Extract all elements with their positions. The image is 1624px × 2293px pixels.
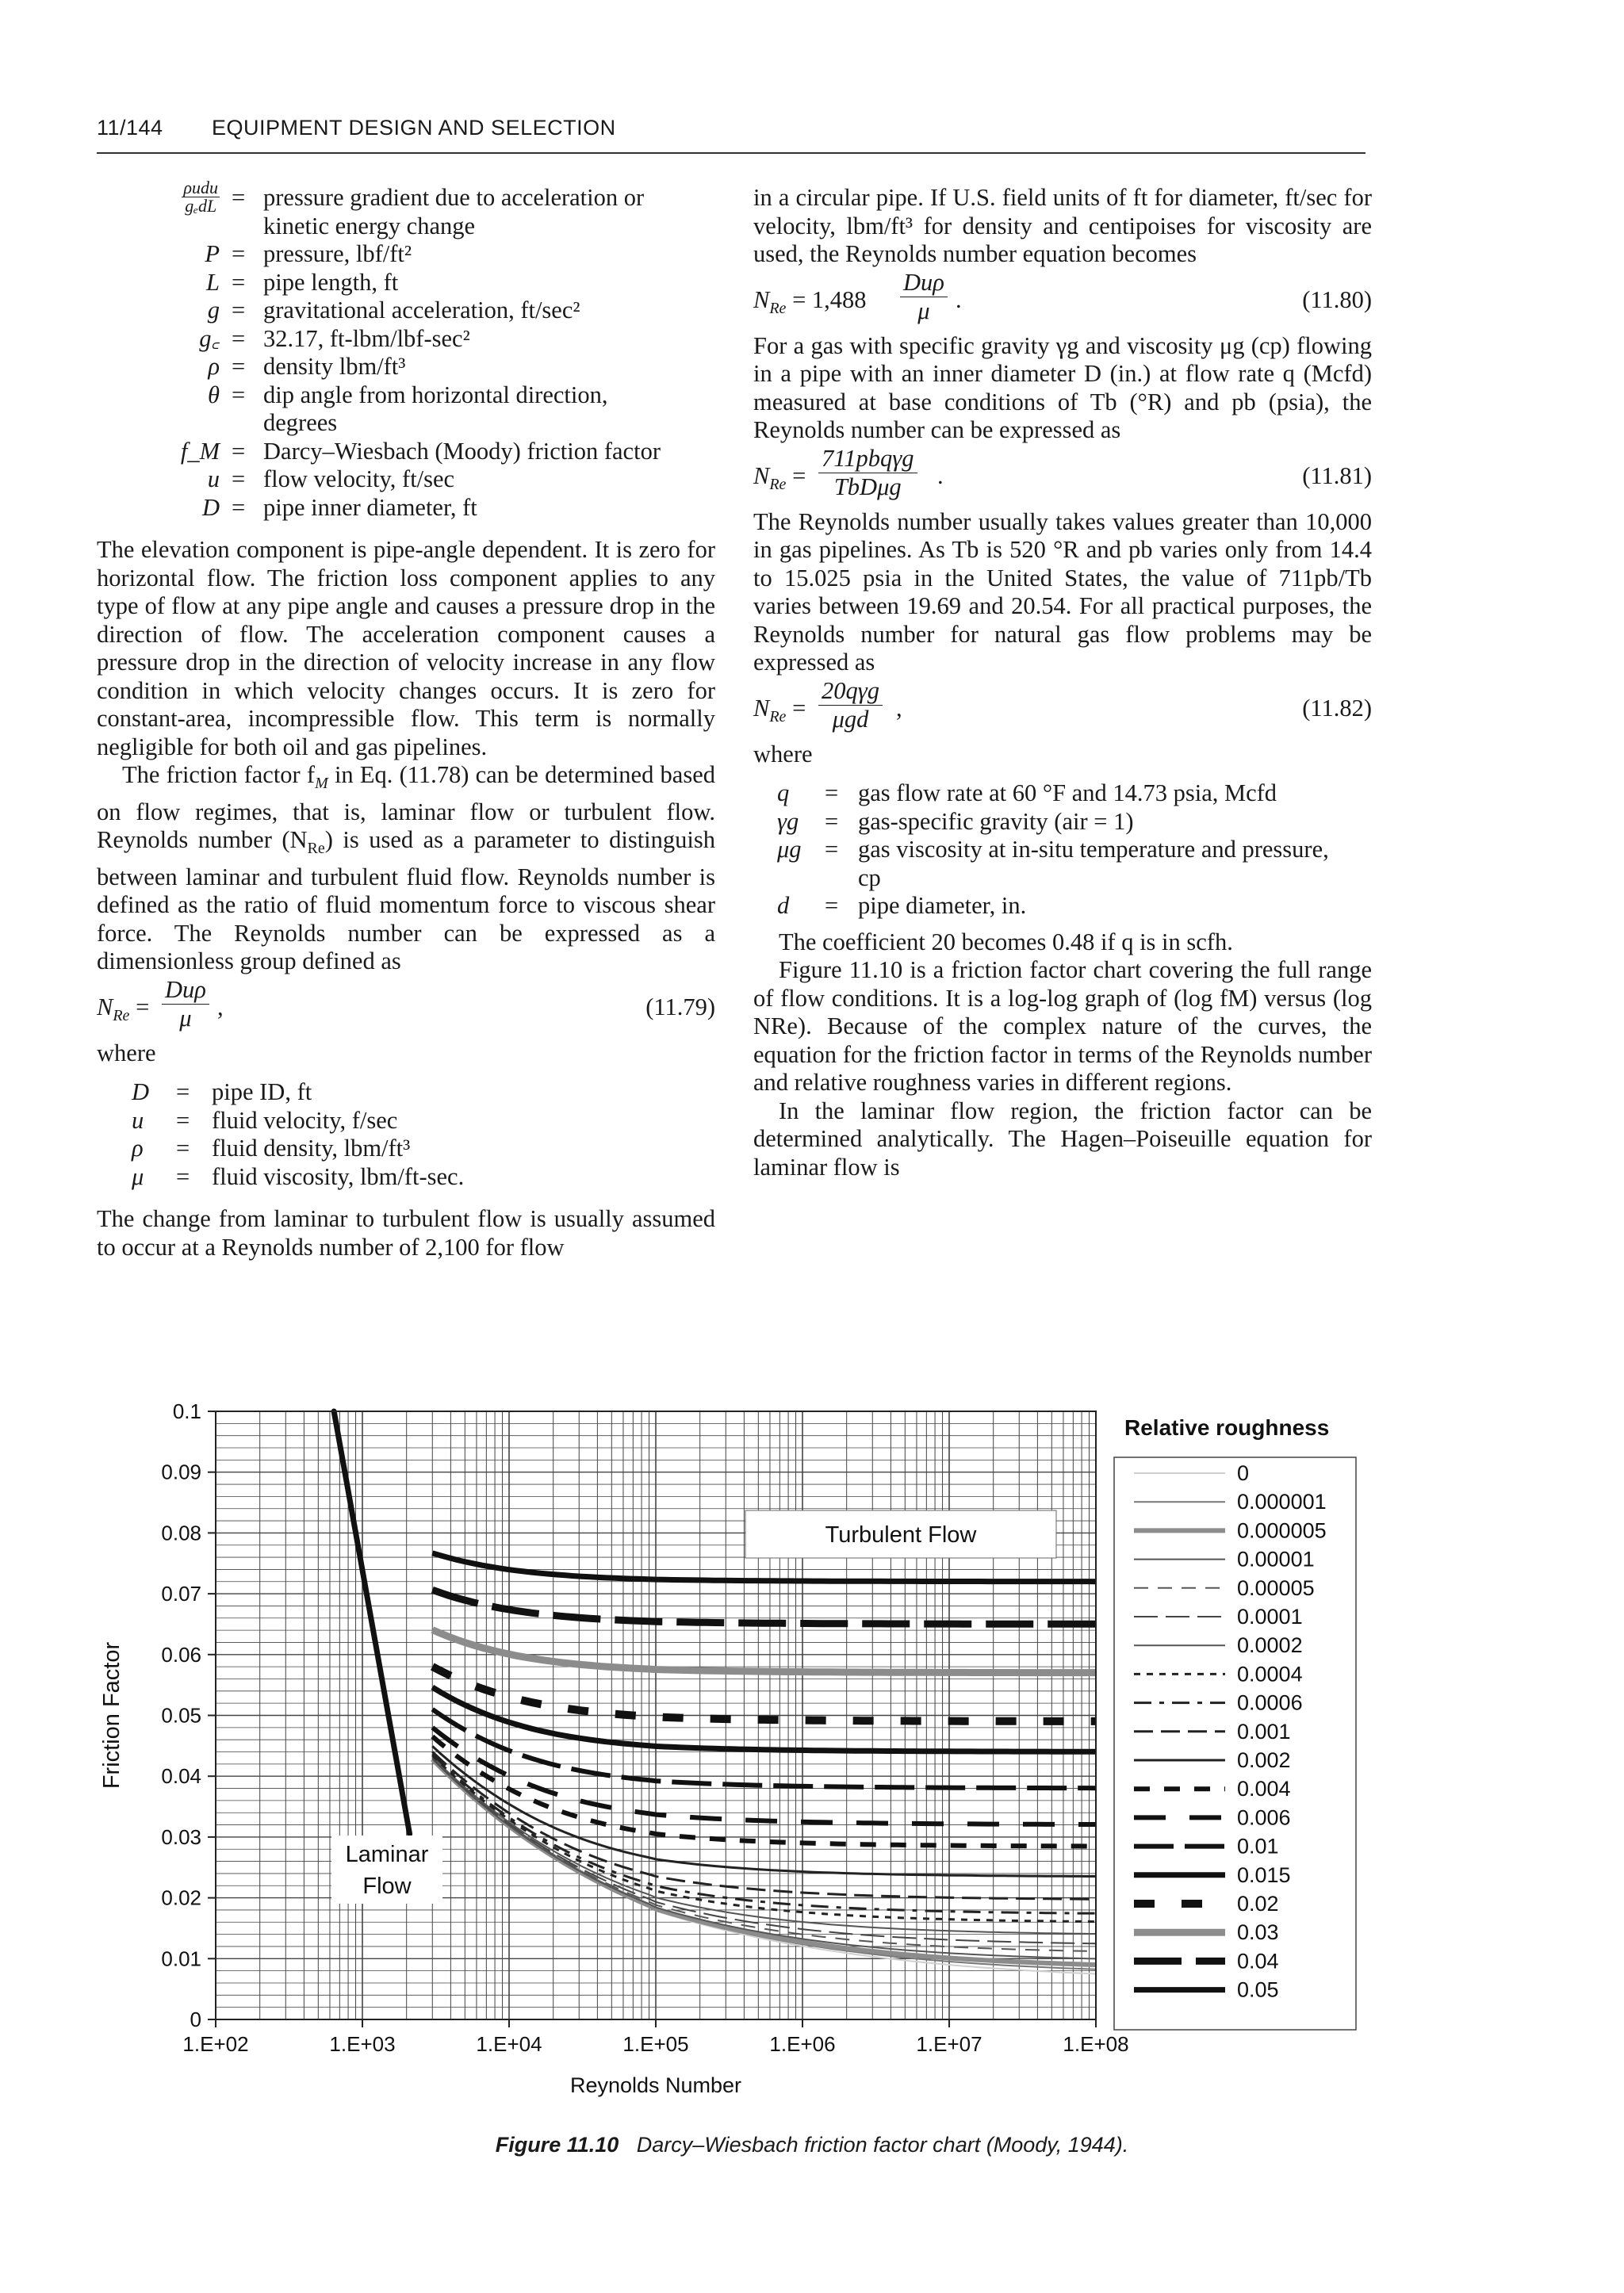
- nomenclature-item: g = gravitational acceleration, ft/sec²: [207, 297, 580, 323]
- legend-label-0.03: 0.03: [1237, 1920, 1279, 1945]
- y-tick-label: 0.02: [161, 1885, 201, 1910]
- where-item: u = fluid velocity, f/sec: [132, 1106, 398, 1134]
- where-item: μg = gas viscosity at in-situ temperature and pressure,: [777, 836, 1329, 863]
- nomenclature-item-cont: kinetic energy change: [263, 212, 476, 239]
- paragraph: The coefficient 20 becomes 0.48 if q is in scfh.: [779, 928, 1233, 955]
- paragraph: in a circular pipe. If U.S. field units of ft for diameter, ft/sec for velocity, lbm/ft³ for density and centipoises for viscosity are used, the Reynolds number equation becomes: [753, 184, 1372, 267]
- y-tick-label: 0: [190, 2008, 201, 2031]
- paragraph: In the laminar flow region, the friction factor can be determined analytically. The Hagen–Poiseuille equation for laminar flow is: [753, 1097, 1372, 1181]
- legend-label-0.002: 0.002: [1237, 1748, 1291, 1772]
- nomenclature-item: θ = dip angle from horizontal direction,: [208, 381, 608, 408]
- where-item: D = pipe ID, ft: [132, 1078, 312, 1106]
- where-item: q = gas flow rate at 60 °F and 14.73 psia, Mcfd: [777, 779, 1277, 806]
- nomenclature-item: ρ = density lbm/ft³: [208, 353, 406, 380]
- where-item-cont: cp: [858, 863, 881, 891]
- right-column: [753, 184, 1372, 1181]
- x-tick-label: 1.E+06: [769, 2032, 836, 2056]
- caption-text: Darcy–Wiesbach friction factor chart (Moody, 1944).: [636, 2133, 1129, 2157]
- y-tick-label: 0.06: [161, 1642, 201, 1667]
- legend-title: Relative roughness: [1124, 1415, 1330, 1440]
- nomenclature-item: f_M = Darcy–Wiesbach (Moody) friction factor: [180, 437, 661, 465]
- y-tick-label: 0.01: [161, 1947, 201, 1971]
- running-header: [97, 113, 1365, 154]
- y-tick-label: 0.1: [172, 1399, 201, 1423]
- legend-label-0.04: 0.04: [1237, 1949, 1279, 1973]
- symbol-fraction: ρudu gₑdL: [183, 178, 218, 216]
- paragraph: The Reynolds number usually takes values greater than 10,000 in gas pipelines. As Tb is 520 °R and pb varies only from 14.4 to 15.025 psia in the United States, the value of 711pb/Tb varies between 19.69 and 20.54. For all practical purposes, the Reynolds number for natural gas flow problems may be expressed as: [753, 507, 1372, 676]
- legend-label-0.0006: 0.0006: [1237, 1690, 1303, 1715]
- figure-caption: [0, 2133, 1624, 2157]
- where-item: μ = fluid viscosity, lbm/ft-sec.: [132, 1162, 465, 1190]
- series-line-0.04: [432, 1590, 1096, 1624]
- nomenclature-item-cont: degrees: [263, 409, 338, 436]
- legend-label-0.01: 0.01: [1237, 1834, 1279, 1859]
- legend-label-0: 0: [1237, 1461, 1250, 1485]
- where-item: ρ = fluid density, lbm/ft³: [132, 1135, 411, 1162]
- paragraph: The change from laminar to turbulent flow is usually assumed to occur at a Reynolds number of 2,100 for flow: [97, 1205, 715, 1261]
- legend-label-0.00005: 0.00005: [1237, 1575, 1315, 1600]
- laminar-line: [334, 1411, 409, 1834]
- where-item: γg = gas-specific gravity (air = 1): [777, 807, 1134, 835]
- where-label: where: [97, 1039, 156, 1066]
- y-tick-label: 0.05: [161, 1703, 201, 1728]
- nomenclature-item: ρudu gₑdL = pressure gradient due to acceleration or: [183, 178, 645, 216]
- y-tick-label: 0.03: [161, 1824, 201, 1849]
- series-line-0.002: [432, 1746, 1096, 1876]
- equation-number: (11.82): [1302, 694, 1372, 722]
- legend-label-0.00001: 0.00001: [1237, 1547, 1315, 1571]
- equation-number: (11.81): [1302, 461, 1372, 489]
- nomenclature-item: L = pipe length, ft: [206, 268, 399, 296]
- nomenclature-item: g꜀ = 32.17, ft-lbm/lbf-sec²: [199, 324, 470, 352]
- series-line-0.03: [432, 1630, 1096, 1673]
- where-item: d = pipe diameter, in.: [777, 892, 1027, 919]
- left-column: [97, 178, 716, 1261]
- legend-label-0.000005: 0.000005: [1237, 1518, 1327, 1543]
- laminar-flow-label: Flow: [362, 1874, 412, 1899]
- legend-label-0.015: 0.015: [1237, 1862, 1291, 1887]
- equation-11-80: $N_{Re} = 1,488$ Duρ μ . (11.80): [753, 268, 1372, 324]
- equation-number: (11.79): [645, 993, 715, 1020]
- y-tick-label: 0.07: [161, 1582, 201, 1606]
- x-tick-label: 1.E+08: [1063, 2032, 1129, 2056]
- legend-label-0.004: 0.004: [1237, 1777, 1291, 1801]
- legend-label-0.05: 0.05: [1237, 1977, 1279, 2002]
- y-tick-label: 0.09: [161, 1460, 201, 1484]
- x-tick-label: 1.E+07: [916, 2032, 982, 2056]
- legend-label-0.02: 0.02: [1237, 1892, 1279, 1916]
- x-axis-label: Reynolds Number: [569, 2073, 742, 2097]
- nom-def: pressure gradient due to acceleration or: [263, 184, 645, 211]
- y-tick-label: 0.08: [161, 1521, 201, 1545]
- nomenclature-item: D = pipe inner diameter, ft: [201, 493, 477, 521]
- y-tick-label: 0.04: [161, 1764, 201, 1789]
- x-tick-label: 1.E+05: [622, 2032, 689, 2056]
- paragraph: The friction factor $f_M$ in Eq. (11.78) can be determined based on flow regimes, that is, laminar flow or turbulent flow. Reynolds number $(N_{Re})$ is used as a parameter to distinguish between laminar and turbulent fluid flow. Reynolds number is defined as the ratio of fluid momentum force to viscous shear force. The Reynolds number can be expressed as a dimensionless group defined as: [97, 761, 716, 975]
- legend-label-0.006: 0.006: [1237, 1805, 1291, 1830]
- legend-label-0.001: 0.001: [1237, 1719, 1291, 1744]
- laminar-flow-label: Laminar: [345, 1842, 429, 1867]
- running-title: EQUIPMENT DESIGN AND SELECTION: [212, 116, 616, 140]
- legend-label-0.0004: 0.0004: [1237, 1662, 1303, 1686]
- where-label: where: [753, 740, 813, 768]
- nomenclature-item: u = flow velocity, ft/sec: [207, 465, 455, 492]
- legend-label-0.0002: 0.0002: [1237, 1633, 1303, 1658]
- equation-11-81: $N_{Re}$ = 711pbqγg TbDμg . (11.81): [753, 444, 1372, 500]
- equation-number: (11.80): [1302, 285, 1372, 313]
- nomenclature-list: [97, 178, 715, 522]
- x-tick-label: 1.E+03: [329, 2032, 396, 2056]
- paragraph: For a gas with specific gravity γg and viscosity μg (cp) flowing in a pipe with an inner diameter D (in.) at flow rate q (Mcfd) measured at base conditions of Tb (°R) and pb (psia), the Reynolds number can be expressed as: [753, 331, 1372, 443]
- y-axis-label: Friction Factor: [99, 1641, 124, 1790]
- x-tick-label: 1.E+04: [476, 2032, 542, 2056]
- nomenclature-item: P = pressure, lbf/ft²: [205, 240, 412, 267]
- paragraph: The elevation component is pipe-angle dependent. It is zero for horizontal flow. The friction loss component applies to any type of flow at any pipe angle and causes a pressure drop in the direction of flow. The acceleration component causes a pressure drop in the direction of velocity increase in any flow condition in which velocity changes occurs. It is zero for constant-area, incompressible flow. This term is normally negligible for both oil and gas pipelines.: [97, 536, 715, 760]
- legend-box: [1114, 1457, 1356, 2030]
- page-number: 11/144: [97, 116, 163, 140]
- chart-axes: [99, 1399, 1129, 2097]
- legend-label-0.000001: 0.000001: [1237, 1490, 1327, 1514]
- equation-11-82: $N_{Re}$ = 20qγg μgd , (11.82): [753, 676, 1372, 733]
- equation-11-79: $N_{Re}$ = Duρ μ , (11.79): [97, 975, 715, 1032]
- legend-label-0.0001: 0.0001: [1237, 1605, 1303, 1629]
- paragraph: Figure 11.10 is a friction factor chart covering the full range of flow conditions. It is a log-log graph of (log fM) versus (log NRe). Because of the complex nature of the curves, the equation for the friction factor in terms of the Reynolds number and relative roughness varies in different regions.: [753, 956, 1372, 1096]
- friction-factor-chart: [0, 1364, 1624, 2125]
- caption-label: Figure 11.10: [495, 2133, 619, 2157]
- turbulent-flow-label: Turbulent Flow: [825, 1522, 977, 1548]
- chart-legend: [1114, 1415, 1356, 2030]
- x-tick-label: 1.E+02: [182, 2032, 249, 2056]
- chart-series: [334, 1411, 1096, 1974]
